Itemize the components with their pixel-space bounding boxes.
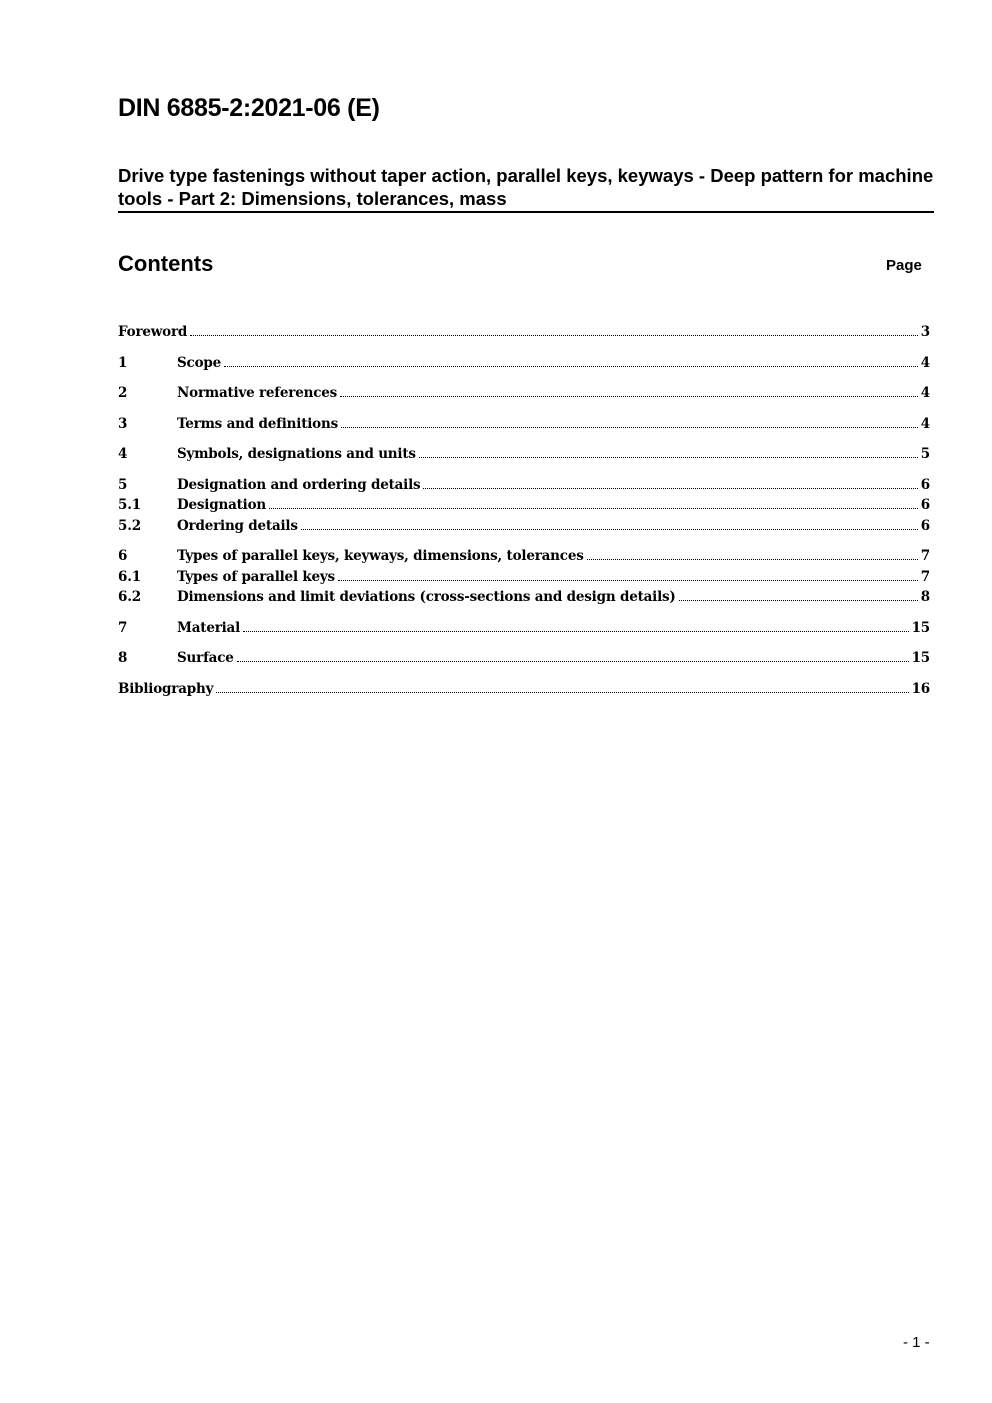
toc-entry-page: 4 [920, 354, 930, 371]
toc-entry-title: Types of parallel keys [177, 568, 335, 585]
toc-leader-dots [338, 577, 918, 581]
toc-entry-title: Designation [177, 497, 267, 513]
toc-entry-title: Types of parallel keys, keyways, dimensions, tolerances [177, 548, 584, 564]
toc-entry-title: Scope [177, 354, 222, 371]
toc-leader-dots [340, 393, 918, 397]
toc-leader-dots [224, 363, 918, 367]
toc-leader-dots [419, 454, 918, 458]
table-of-contents [118, 324, 930, 701]
toc-entry-page: 3 [920, 324, 930, 340]
toc-entry-number: 6.2 [118, 589, 141, 605]
toc-entry-designation[interactable] [118, 497, 930, 518]
toc-leader-dots [587, 556, 918, 560]
toc-leader-dots [301, 526, 918, 530]
toc-entry-ordering-details[interactable] [118, 518, 930, 539]
toc-entry-title: Normative references [177, 385, 338, 401]
toc-entry-number: 6 [118, 548, 128, 564]
toc-entry-title: Surface [177, 650, 234, 666]
toc-entry-number: 2 [118, 385, 128, 401]
toc-entry-designation-and-ordering[interactable] [118, 477, 930, 498]
toc-entry-number: 7 [118, 619, 128, 636]
toc-entry-title: Symbols, designations and units [177, 446, 416, 462]
toc-leader-dots [243, 628, 909, 632]
toc-entry-page: 15 [911, 650, 930, 666]
toc-entry-page: 7 [920, 568, 930, 585]
document-id: DIN 6885-2:2021-06 (E) [118, 94, 380, 122]
toc-entry-page: 16 [911, 680, 930, 697]
toc-entry-number: 3 [118, 415, 128, 432]
toc-entry-page: 8 [920, 589, 930, 605]
toc-leader-dots [423, 485, 917, 489]
toc-entry-material[interactable] [118, 620, 930, 641]
toc-entry-types-dimensions-tolerances[interactable] [118, 548, 930, 569]
toc-entry-page: 5 [920, 446, 930, 462]
toc-entry-title: Bibliography [118, 680, 214, 697]
toc-entry-number: 1 [118, 354, 128, 371]
toc-entry-number: 5 [118, 476, 128, 493]
toc-entry-number: 8 [118, 650, 128, 666]
page-column-label: Page [886, 257, 922, 274]
toc-entry-page: 7 [920, 548, 930, 564]
document-title: Drive type fastenings without taper action, parallel keys, keyways - Deep pattern for machine tools - Part 2: Dimensions, tolerances, mass [118, 164, 934, 213]
toc-leader-dots [269, 505, 918, 509]
toc-entry-page: 6 [920, 476, 930, 493]
toc-entry-number: 5.2 [118, 517, 141, 534]
toc-entry-foreword[interactable] [118, 324, 930, 345]
toc-leader-dots [190, 332, 918, 336]
page-number: - 1 - [903, 1334, 930, 1351]
toc-entry-title: Terms and definitions [177, 415, 338, 432]
toc-entry-number: 4 [118, 446, 128, 462]
toc-entry-types-of-parallel-keys[interactable] [118, 569, 930, 590]
toc-entry-normative-references[interactable] [118, 385, 930, 406]
toc-entry-page: 6 [920, 497, 930, 513]
toc-leader-dots [216, 689, 908, 693]
toc-entry-symbols[interactable] [118, 446, 930, 467]
toc-entry-number: 6.1 [118, 568, 141, 585]
contents-heading: Contents [118, 251, 214, 276]
toc-entry-page: 4 [920, 415, 930, 432]
toc-entry-page: 15 [911, 619, 930, 636]
toc-entry-number: 5.1 [118, 497, 141, 513]
toc-entry-terms-and-definitions[interactable] [118, 416, 930, 437]
toc-entry-scope[interactable] [118, 355, 930, 376]
toc-leader-dots [679, 597, 918, 601]
toc-entry-bibliography[interactable] [118, 681, 930, 702]
toc-entry-title: Designation and ordering details [177, 476, 421, 493]
toc-entry-title: Material [177, 619, 241, 636]
toc-leader-dots [341, 424, 918, 428]
toc-entry-dimensions-and-limit-deviations[interactable] [118, 589, 930, 610]
toc-leader-dots [237, 658, 909, 662]
toc-entry-title: Ordering details [177, 517, 298, 534]
toc-entry-page: 4 [920, 385, 930, 401]
toc-entry-title: Dimensions and limit deviations (cross-sections and design details) [177, 589, 676, 605]
toc-entry-title: Foreword [118, 324, 188, 340]
toc-entry-page: 6 [920, 517, 930, 534]
toc-entry-surface[interactable] [118, 650, 930, 671]
